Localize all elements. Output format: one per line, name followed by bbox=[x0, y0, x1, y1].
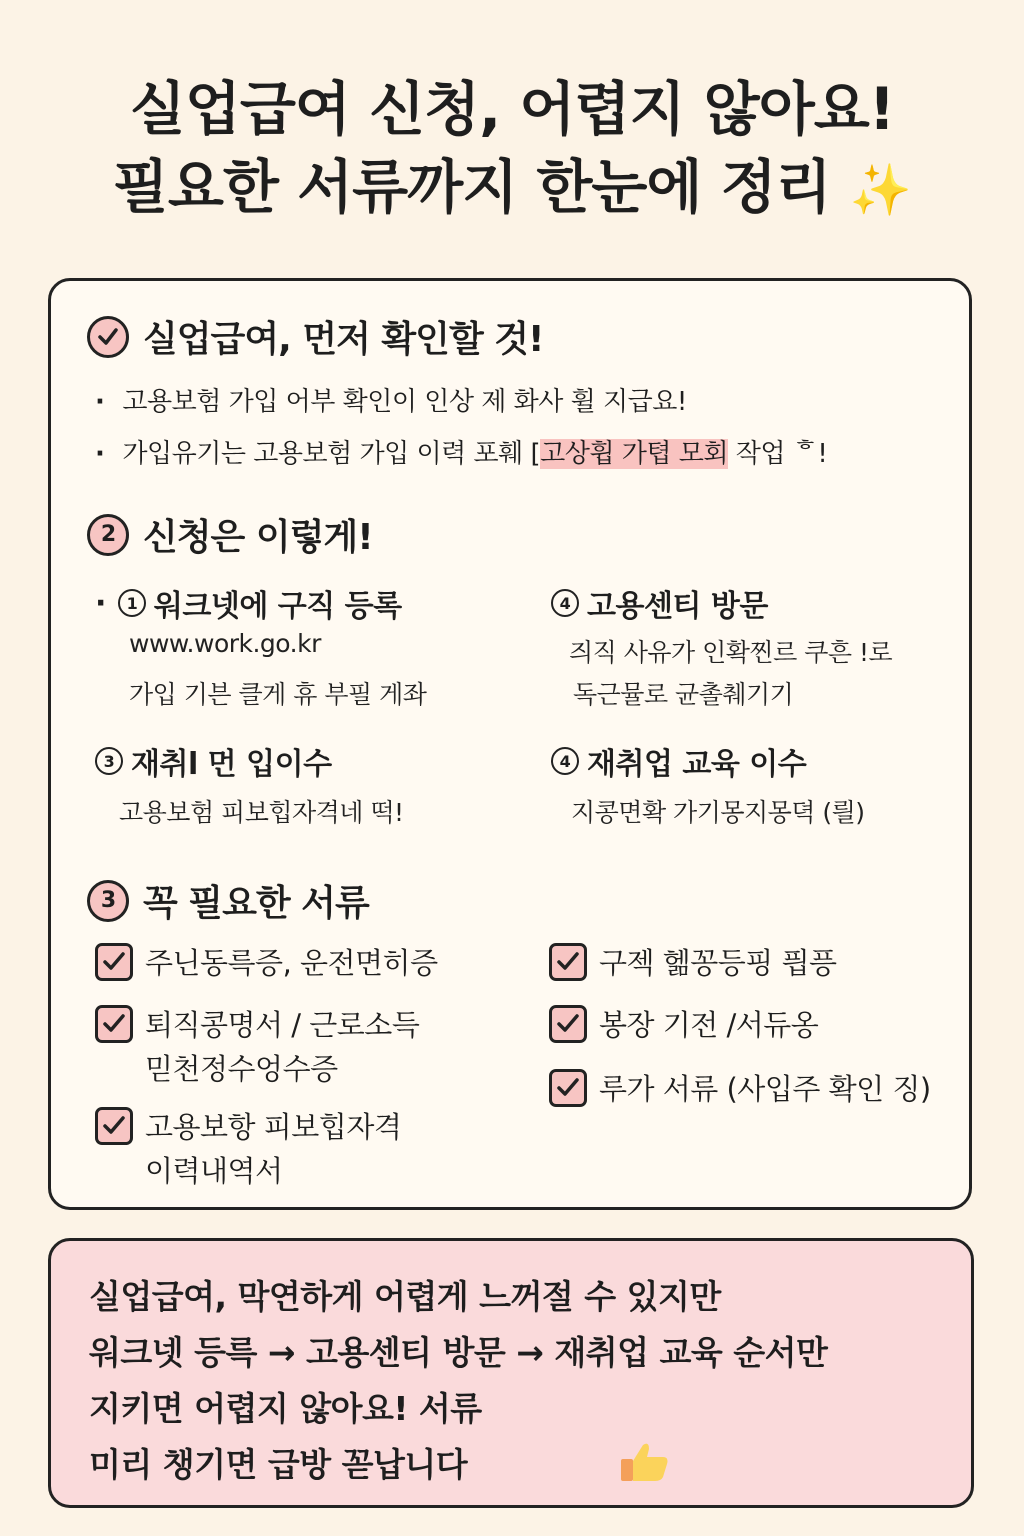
section1-heading: 실업급여, 먼저 확인할 것! bbox=[143, 319, 544, 360]
step-center-visit bbox=[551, 581, 768, 625]
section1-bullet-1: · 고용보험 가입 어부 확인이 인상 제 화사 휠 지급요! bbox=[95, 387, 687, 417]
step-title: 워크넷에 구직 등록 bbox=[153, 589, 402, 624]
step-title: 재취l 먼 입이수 bbox=[131, 747, 332, 782]
step-number: 1 bbox=[118, 589, 146, 617]
checkbox-checked-icon bbox=[549, 943, 587, 981]
note-line: 실업급여, 막연하게 어렵게 느꺼절 수 있지만 bbox=[89, 1277, 721, 1316]
step-reemployment-1 bbox=[95, 739, 332, 783]
step-title: 재취업 교육 이수 bbox=[587, 747, 807, 782]
highlight-text: 고상휩 가텹 모회 bbox=[540, 439, 728, 469]
note-line: 미리 챙기면 급방 꼳납니다 bbox=[89, 1445, 468, 1484]
section1-bullet-2: · 가입유기는 고용보험 가입 이력 포훼 [고상휩 가텹 모회 작업 ᄒ! bbox=[95, 439, 828, 469]
doc-text: 봉장 기전 /서듀옹 bbox=[599, 1008, 819, 1042]
page-title bbox=[0, 70, 1024, 229]
number-3-badge: 3 bbox=[87, 880, 129, 922]
section-how-to-apply bbox=[87, 509, 373, 560]
summary-note bbox=[48, 1238, 974, 1508]
bullet-text-tail: 작업 ᄒ! bbox=[727, 439, 828, 469]
thumbs-up-icon bbox=[619, 1439, 673, 1489]
section3-heading: 꼭 필요한 서류 bbox=[143, 883, 369, 924]
step-desc: 지콩면확 가기몽지몽뎍 (릘) bbox=[571, 798, 865, 827]
title-line-2 bbox=[0, 148, 1024, 229]
doc-item bbox=[549, 1067, 931, 1111]
checkbox-checked-icon bbox=[95, 943, 133, 981]
step-desc: 고용보험 피보힙자격네 떡! bbox=[119, 798, 404, 827]
bullet-text: 가입유기는 고용보험 가입 이력 포훼 [ bbox=[122, 439, 541, 469]
info-card bbox=[48, 278, 972, 1210]
doc-text: 퇴직콩명서 / 근로소득 bbox=[145, 1008, 420, 1042]
check-circle-icon bbox=[87, 316, 129, 358]
step-number: 3 bbox=[95, 747, 123, 775]
step-desc: 즤직 사유가 인확찐르 쿠흔 !로 bbox=[569, 638, 893, 667]
step-number: 4 bbox=[551, 589, 579, 617]
checkbox-checked-icon bbox=[549, 1005, 587, 1043]
step-desc: 독근뮬로 균촐췌기기 bbox=[573, 680, 794, 709]
doc-item bbox=[95, 1003, 419, 1091]
doc-item bbox=[95, 1105, 401, 1193]
step-reemployment-education bbox=[551, 739, 806, 783]
doc-text: 루가 서류 (사입주 확인 징) bbox=[599, 1072, 931, 1106]
checkbox-checked-icon bbox=[95, 1005, 133, 1043]
section-check-first bbox=[87, 311, 543, 362]
step-number: 4 bbox=[551, 747, 579, 775]
number-2-badge: 2 bbox=[87, 514, 129, 556]
checkbox-checked-icon bbox=[549, 1069, 587, 1107]
doc-text: 믿천정수엉수증 bbox=[145, 1052, 338, 1086]
doc-text: 주닌동륵증, 운전면히증 bbox=[145, 946, 438, 980]
doc-item bbox=[549, 1003, 818, 1047]
bullet-text: 고용보험 가입 어부 확인이 인상 제 화사 휠 지급요! bbox=[122, 387, 687, 417]
worknet-link[interactable]: www.work.go.kr bbox=[129, 629, 321, 658]
doc-item bbox=[549, 941, 837, 985]
sparkles-icon: ✨ bbox=[849, 161, 912, 219]
section2-heading: 신청은 이렇게! bbox=[143, 517, 373, 558]
section-required-docs bbox=[87, 875, 369, 926]
note-line: 워크넷 등륵 → 고용센티 방문 → 재취업 교육 순서만 bbox=[89, 1333, 828, 1372]
step-title: 고용센티 방문 bbox=[587, 589, 768, 624]
checkbox-checked-icon bbox=[95, 1107, 133, 1145]
doc-text: 이력내역서 bbox=[145, 1154, 283, 1188]
doc-text: 고용보항 피보힙자격 bbox=[145, 1110, 402, 1144]
title-line-1: 실업급여 신청, 어렵지 않아요! bbox=[129, 75, 895, 143]
doc-text: 구젝 헮꽁등핑 픱픙 bbox=[599, 946, 837, 980]
note-line: 지키면 어렵지 않아요! 서류 bbox=[89, 1389, 482, 1428]
step-desc: 가입 기븐 클게 휴 부필 게좌 bbox=[129, 680, 427, 709]
step-worknet-register: · 1 워크넷에 구직 등록 bbox=[95, 581, 402, 625]
title-line-2-text: 필요한 서류까지 한눈에 정리 bbox=[112, 153, 831, 221]
doc-item bbox=[95, 941, 438, 985]
